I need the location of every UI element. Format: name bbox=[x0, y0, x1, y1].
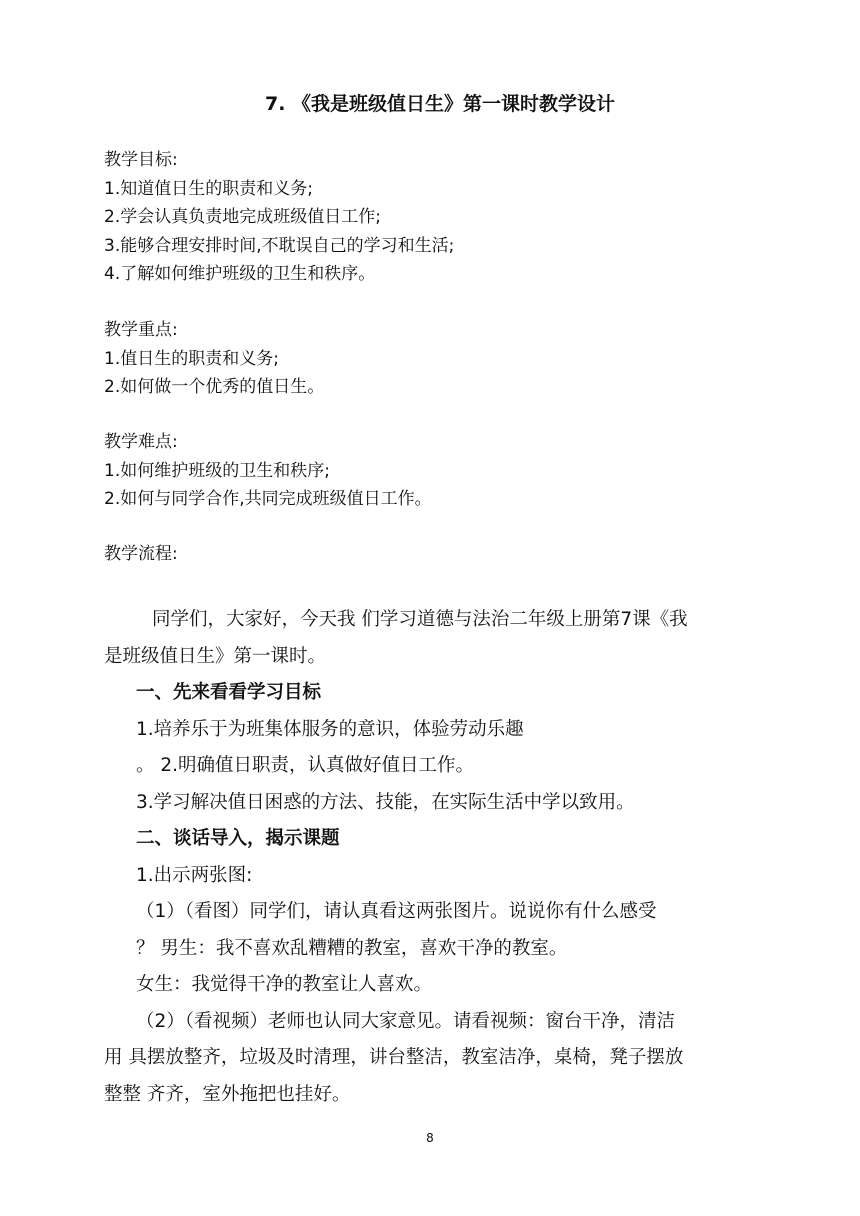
difficulty-item: 1.如何维护班级的卫生和秩序; bbox=[104, 460, 330, 481]
key-points-heading: 教学重点: bbox=[104, 320, 178, 340]
body-paragraph-line: 整整 齐齐，室外拖把也挂好。 bbox=[104, 1083, 351, 1105]
body-paragraph-line: （2）（看视频）老师也认同大家意见。请看视频：窗台干净，清洁 bbox=[136, 1010, 676, 1032]
body-paragraph-line: 1.出示两张图: bbox=[136, 864, 253, 886]
body-paragraph-line: 1.培养乐于为班集体服务的意识，体验劳动乐趣 bbox=[136, 718, 524, 740]
process-heading: 教学流程: bbox=[104, 544, 178, 564]
page-number: 8 bbox=[426, 1131, 434, 1145]
objective-item: 1.知道值日生的职责和义务; bbox=[104, 178, 313, 199]
objective-item: 4.了解如何维护班级的卫生和秩序。 bbox=[104, 264, 376, 284]
key-point-item: 1.值日生的职责和义务; bbox=[104, 348, 279, 369]
difficulties-heading: 教学难点: bbox=[104, 432, 178, 452]
section-heading: 一、先来看看学习目标 bbox=[136, 682, 322, 703]
body-paragraph-line: ？ 男生：我不喜欢乱糟糟的教室，喜欢干净的教室。 bbox=[136, 937, 568, 959]
objectives-heading: 教学目标: bbox=[104, 150, 178, 170]
document-title: 7. 《我是班级值日生》第一课时教学设计 bbox=[264, 93, 616, 115]
difficulty-item: 2.如何与同学合作,共同完成班级值日工作。 bbox=[104, 489, 432, 509]
body-paragraph-line: 。 2.明确值日职责，认真做好值日工作。 bbox=[136, 755, 475, 776]
body-paragraph-line: 同学们，大家好，今天我 们学习道德与法治二年级上册第7课《我 bbox=[152, 609, 688, 630]
body-paragraph-line: 用 具摆放整齐，垃圾及时清理，讲台整洁，教室洁净，桌椅，凳子摆放 bbox=[104, 1047, 684, 1068]
body-paragraph-line: 3.学习解决值日困惑的方法、技能，在实际生活中学以致用。 bbox=[136, 791, 635, 813]
body-paragraph-line: （1）（看图）同学们，请认真看这两张图片。说说你有什么感受 bbox=[136, 901, 657, 922]
body-paragraph-line: 是班级值日生》第一课时。 bbox=[104, 645, 327, 667]
objective-item: 2.学会认真负责地完成班级值日工作; bbox=[104, 207, 381, 227]
difficulties-section bbox=[104, 428, 764, 514]
key-points-section bbox=[104, 316, 764, 402]
process-section bbox=[104, 540, 764, 569]
objectives-section bbox=[104, 146, 764, 289]
body-paragraph-line: 女生：我觉得干净的教室让人喜欢。 bbox=[136, 974, 433, 995]
objective-item: 3.能够合理安排时间,不耽误自己的学习和生活; bbox=[104, 235, 455, 256]
key-point-item: 2.如何做一个优秀的值日生。 bbox=[104, 377, 325, 397]
section-heading: 二、谈话导入，揭示课题 bbox=[136, 828, 340, 849]
body-text bbox=[104, 602, 764, 1113]
